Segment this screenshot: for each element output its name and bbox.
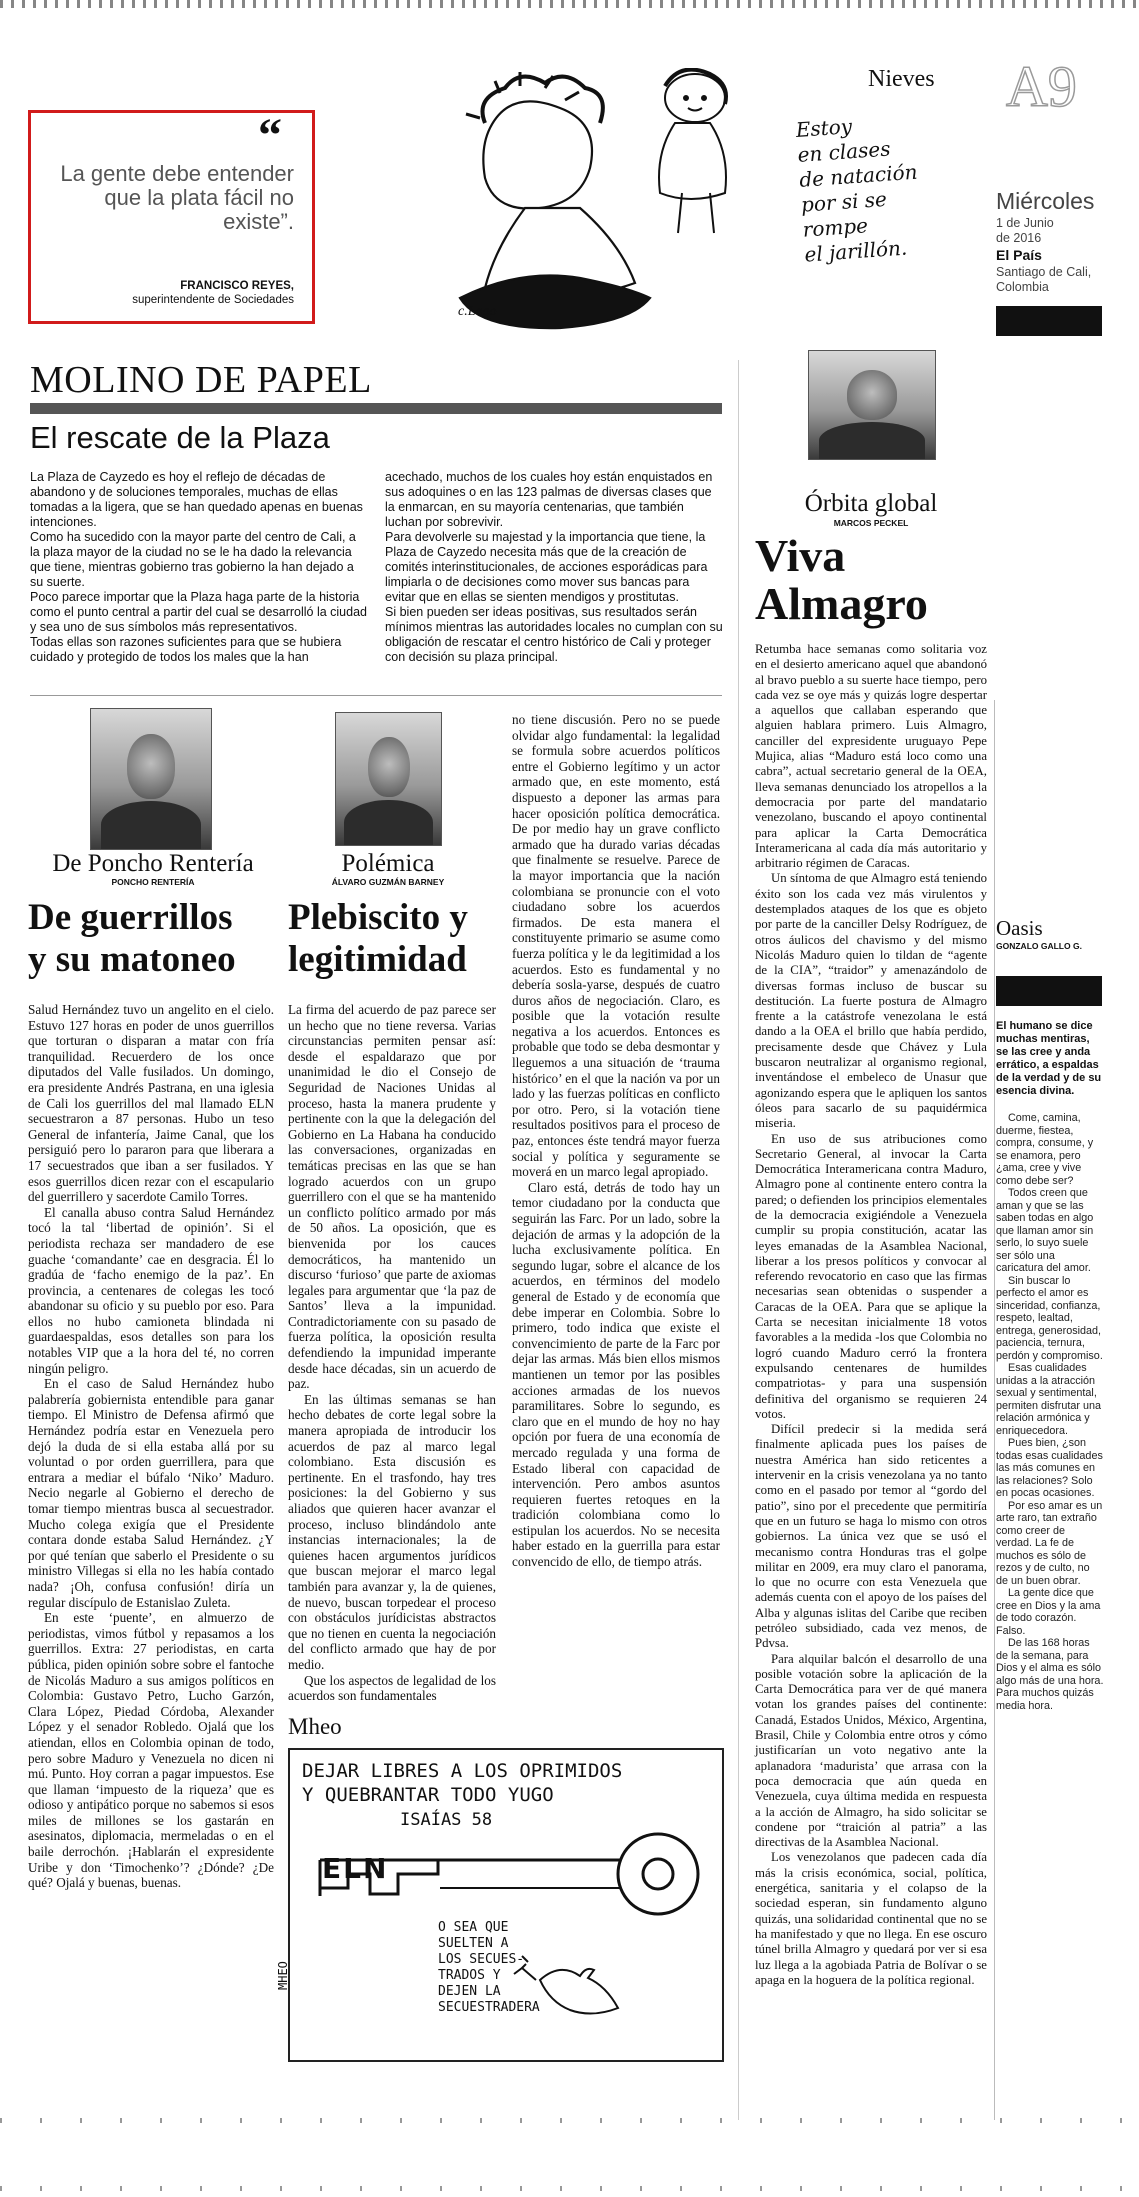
paper-name: El País	[996, 247, 1042, 263]
oasis-para: Esas cualidades unidas a la atracción sexual y sentimental, permiten disfrutar una relación armónica y enriquecedora.	[996, 1362, 1102, 1437]
polemica-para: La firma del acuerdo de paz parece ser un hecho que no tiene reversa. Varias circunstancias permiten pensar así: desde el espaldarazo que por unanimidad le dio el Consejo de Seguridad de Naciones Unidas al proceso, hasta la manera prudente y pertinente con la que la delegación del Gobierno en La Habana ha conducido las conversaciones, organizadas en temáticas precisas en las que se han logrado acuerdos con un grupo guerrillero con el que se ha mantenido un conflicto político armado por más de 50 años. La oposición, que es bienvenida por los cauces democráticos, ha mantenido un discurso ‘furioso’ que parte de axiomas legales para argumentar que ‘la paz de Santos’ lleva a la impunidad. Contradictoriamente con su pasado de fuerza política, la oposición resulta defendiendo la impunidad imperante desde hace décadas, sin un acuerdo de paz.	[288, 1002, 496, 1392]
quote-role: superintendente de Sociedades	[132, 294, 294, 306]
orbita-para: En uso de sus atribuciones como Secretario General, al invocar la Carta Democrática Interamericana contra Maduro, Almagro pone al continente entero contra la pared; o defienden los principios elementales de la democracia exigiéndole a Venezuela cumplir su propia constitución, acatar las leyes emanadas de la Asamblea Nacional, liberar a los presos políticos y convocar al referendo revocatorio en caso que las firmas necesarias sean obtenidas o suspender a Caracas de la OEA. Para que se aplique la Carta se necesitan inicialmente 18 votos favorables a la medida -los que Colombia no logró cuando Maduro cerró la frontera expulsando centenares de humildes compatriotas- y para una suspensión definitiva del organismo se requieren 24 votos.	[755, 1131, 987, 1421]
bubble-line: SUELTEN A	[438, 1936, 509, 1951]
oasis-para: La gente dice que cree en Dios y la ama de todo corazón. Falso.	[996, 1587, 1101, 1637]
mheo-line3: ISAÍAS 58	[400, 1810, 493, 1830]
oasis-para: Por eso amar es un arte raro, tan extraño como creer de verdad. La fe de muchos es sólo de rezos y de culto, no de un buen obrar.	[996, 1499, 1103, 1587]
city-line2: Colombia	[996, 280, 1049, 294]
renteria-para: En este ‘puente’, en almuerzo de periodistas, vimos fútbol y repasamos a los guerrillos. Extra: 27 periodistas, en carta pública, piden opinión sobre sobre el fantoche de Nicolás Maduro a sus amigos políticos en Colombia: Gustavo Petro, Lucho Garzón, Clara López, Piedad Córdoba, Alexander López y el senador Robledo. Ojalá que los atiendan, ellos en Colombia opinan de todo, pero sobre Maduro y Venezuela no dicen ni mú. Punto. Hoy corran a pagar impuestos. Ese que llaman ‘impuesto de la riqueza’ que es odioso y antipático porque no sabemos si esos miles de millones se los gastarán en asesinatos, diplomacia, mermeladas o en el baile derrochón. ¡Hablarán el expresidente Uribe y don ‘Timochenko’? ¿Dónde? ¿De qué? Ojalá y buenas, buenas.	[28, 1610, 274, 1891]
caption-line: por si se	[800, 186, 888, 217]
polemica-para: Que los aspectos de legalidad de los acuerdos son fundamentales	[288, 1672, 496, 1704]
molino-para: Para devolverle su majestad y la importancia que tiene, la Plaza de Cayzedo necesita más que de la creación de comités interinstitucionales, de acciones esporádicas para limpiarla o de decisiones como mover sus bancas para evitar que en ellas se sienten mendigos y prostitutas.	[385, 530, 708, 604]
orbita-author: MARCOS PECKEL	[833, 518, 909, 528]
top-scan-edge	[0, 0, 1139, 8]
polemica-col1	[288, 1002, 496, 1704]
bubble-line: SECUESTRADERA	[438, 2000, 540, 2015]
renteria-column-name: De Poncho Rentería	[52, 850, 254, 877]
orbita-para: Un síntoma de que Almagro está teniendo éxito son los cada vez más virulentos y destemplados ataques de los que es objeto por parte de la canciller Delsy Rodríguez, de otros áulicos del chavismo y del mismo Nicolás Maduro quien lo tildan de “agente de la CIA”, “traidor” y amenazándolo de diversas formas incluso de buscar su destitución. La fuerte postura de Almagro frente a la catástrofe venezolana le está dando a la OEA el brillo que había perdido, precisamente desde que Chávez y Lula buscaron neutralizar al organismo regional, inventándose el embeleco de Unasur que agonizando espera que le apliquen los santos óleos para sacarlo de su paquidérmica miseria.	[755, 871, 987, 1131]
molino-section-title: MOLINO DE PAPEL	[30, 359, 372, 401]
oasis-body	[996, 1112, 1104, 1712]
caption-line: de natación	[798, 159, 919, 192]
orbita-column-name: Órbita global	[804, 490, 938, 517]
orbita-para: Retumba hace semanas como solitaria voz en el desierto americano aquel que abandonó al bravo pueblo a su suerte hace tiempo, pero cada vez se oye más y quizás logre despertar a aquellos que callaban esperando que alguien hablara primero. Luis Almagro, canciller del expresidente uruguayo Pepe Mujica, alias “Maduro está loco como una cabra”, actual secretario general de la OEA, lleva semanas denunciado los atropellos a la democracia por parte del mandatario venezolano, buscando el apoyo continental para aplicar la Carta Democrática Interamericana al cada día más autoritario y arbitrario régimen de Caracas.	[755, 642, 987, 871]
molino-col2	[385, 470, 723, 665]
renteria-body	[28, 1002, 274, 1891]
orbita-headline-1: Viva	[755, 530, 846, 581]
mheo-key-text: ELN	[322, 1852, 389, 1885]
oasis-divider	[994, 700, 995, 2120]
orbita-para: Difícil predecir si la medida será finalmente aplicada pues los países de nuestra América han sido reticentes a intervenir en la crisis venezolana ya no tanto como en el pasado por temor al “gordo del patio”, sino por el precedente que permitiría que en un futuro se haga lo mismo con otros gobiernos. La única vez que se usó el mecanismo contra Honduras tras el golpe militar en 2009, era muy claro el panorama, lo que no ocurre con esta Venezuela que además cuenta con el apoyo de los países del Alba y algunas islitas del Caribe que reciben petróleo subsidiado, cada vez menos, de Pdvsa.	[755, 1422, 987, 1651]
oasis-para: De las 168 horas de la semana, para Dios y el alma es sólo algo más de una hora. Para muchos quizás media hora.	[996, 1637, 1104, 1712]
oasis-para: Todos creen que aman y que se las saben todas en algo que llaman amor sin serlo, lo suyo suele ser sólo una caricatura del amor.	[996, 1187, 1094, 1274]
bubble-line: LOS SECUES-	[438, 1952, 525, 1967]
renteria-para: Salud Hernández tuvo un angelito en el cielo. Estuvo 127 horas en poder de unos guerrillos que torturan o disparan a matar con fría tranquilidad. Recuerdero de los once diputados del Valle fusilados. Un domingo, era presidente Andrés Pastrana, en una iglesia de Cali los guerrillos del mal llamado ELN secuestraron a 87 personas. Hubo un teso General de infantería, Jaime Canal, que los persiguió pero lo pararon para que liberara a 17 secuestrados que iban a ser fusilados. Y esos guerrillos dicen rezar con el escapulario del guerrillero y sacerdote Camilo Torres.	[28, 1002, 274, 1205]
molino-para: La Plaza de Cayzedo es hoy el reflejo de décadas de abandono y de soluciones temporales, muchas de ellas tomadas a la ligera, que se han quedado apenas en buenas intenciones.	[30, 470, 363, 529]
oasis-para: Come, camina, duerme, fiestea, compra, consume, y se enamora, pero ¿ama, cree y vive como debe ser?	[996, 1112, 1094, 1187]
polemica-author: ÁLVARO GUZMÁN BARNEY	[331, 877, 445, 887]
orbita-para: Los venezolanos que padecen cada día más la crisis económica, social, política, energética, sanitaria y el colapso de la sociedad esperan, sin fundamento alguno quizás, una solidaridad continental que no se ha manifestado y que no llega. En ese oscuro túnel brilla Almagro y quedará por ver si esa luz llega a la agobiada Patria de Bolívar o se apaga en la hoguera de la política regional.	[755, 1850, 987, 1987]
orbita-headline-2: Almagro	[755, 578, 928, 629]
bottom-scan-edge	[0, 2118, 1139, 2123]
bubble-line: O SEA QUE	[438, 1920, 509, 1935]
molino-para: acechado, muchos de los cuales hoy están enquistados en sus adoquines o en las 123 palmas de diversas clases que la enmarcan, en su mayoría centenarias, que también luchan por sobrevivir.	[385, 470, 713, 529]
caption-line: el jarillón.	[803, 235, 908, 267]
caption-line: en clases	[796, 136, 892, 167]
quote-author: FRANCISCO REYES,	[180, 280, 294, 292]
mheo-line2: Y QUEBRANTAR TODO YUGO	[302, 1784, 554, 1806]
mheo-label: Mheo	[288, 1714, 342, 1739]
molino-para: Todas ellas son razones suficientes para que se hubiera cuidado y protegido de todos los males que la han	[30, 635, 342, 664]
caption-line: Estoy	[795, 114, 853, 142]
page-number: A9	[1006, 54, 1077, 119]
bottom-scan-edge-2	[0, 2186, 1139, 2191]
oasis-lead: El humano se dice muchas mentiras, se las cree y anda errático, a espaldas de la verdad y de su esencia divina.	[996, 1020, 1102, 1097]
oasis-author: GONZALO GALLO G.	[996, 941, 1082, 951]
orbita-para: Para alquilar balcón el desarrollo de una posible votación sobre la aplicación de la Carta Democrática para ver de qué manera votan los grandes países del continente: Canadá, Estados Unidos, México, Argentina, Brasil, Chile y Colombia entre otros y cómo justificarían un voto negativo ante la aplanadora ‘madurista’ que arrasa con la poca democracia que aún queda en Venezuela, cuya última medida en respuesta a la acción de Almagro, ha sido solicitar se condene por “traición al patria” a las directivas de la Asamblea Nacional.	[755, 1651, 987, 1850]
header-black-bar	[996, 306, 1102, 336]
molino-bar	[30, 403, 722, 414]
molino-bottom-rule	[30, 695, 722, 696]
section-name: Nieves	[868, 66, 935, 92]
poncho-renteria-photo	[90, 708, 212, 850]
marcos-peckel-photo	[808, 350, 936, 460]
polemica-headline-2: legitimidad	[288, 939, 467, 980]
mheo-signature: MHEO	[276, 1961, 290, 1990]
column-divider	[738, 360, 739, 2120]
oasis-para: Pues bien, ¿son todas esas cualidades las más comunes en las relaciones? Solo en pocas ocasiones.	[996, 1437, 1103, 1499]
renteria-para: En el caso de Salud Hernández hubo palabrería gobiernista entendible para ganar tiempo. El Ministro de Defensa afirmó que Hernández podría estar en Venezuela pero dejó la duda de si ella estaba allá por su voluntad o por orden guerrillera, para que entrara a mediar el búfalo ‘Niko’ Maduro. Necio negarle al Gobierno el derecho de tomar tiempo mientras busca al secuestrador. Mucho colega exigía que el Presidente contara donde estaba Salud Hernández. ¿Y por qué tenían que saberlo el Presidente o su ministro Villegas si ella no les había contado nada? ¡Oh, confusa confusión! diría un regular discípulo de Estanislao Zuleta.	[28, 1376, 274, 1610]
orbita-body	[755, 642, 987, 1988]
renteria-headline-1: De guerrillos	[28, 897, 233, 938]
top-cartoon	[420, 68, 800, 338]
renteria-para: El canalla abuso contra Salud Hernández tocó la tal ‘libertad de opinión’. Si el periodista rechaza ser mandadero de ese guache ‘comandante’ cae en desgracia. Él lo gradúa de ‘facho enemigo de la paz’. En provincia, a centenares de colegas les tocó abandonar su oficio y su pueblo por eso. Para ellos no hubo camioneta blindada ni guardaespaldas, esos detalles son para los notables VIP que a la hora del té, no corren ningún peligro.	[28, 1204, 274, 1376]
quote-text: La gente debe entender que la plata fácil no existe”.	[60, 161, 294, 234]
polemica-para: no tiene discusión. Pero no se puede olvidar algo fundamental: la legalidad se formula sobre acuerdos políticos entre el Gobierno legítimo y un actor armado que, en este momento, está dispuesto a deponer las armas para hacer oposición política democrática. De por medio hay un grave conflicto armado que ha durado varias décadas que finalmente se resuelve. Parece de la mayor importancia que la nación colombiana se pronuncie con el voto ciudadano sobre los acuerdos firmados. De esta manera el constituyente primario se asume como fuerza política y le da legitimidad a los acuerdos. Esto es fundamental y no debería sosla-yarse, después de cuatro duros años de negociación. Claro, es posible que la votación resulte negativa a los acuerdos. Entonces es probable que todo se deba desmontar y lleguemos a una situación de ‘trauma histórico’ en el que la nación va por un lado y las fuerzas políticas en conflicto por otro. Pero, si la votación tiene resultados positivos para el proceso de paz, entonces éste tendrá mayor fuerza social y política y seguramente se moverá en un marco legal apropiado.	[512, 712, 720, 1180]
caption-line: rompe	[801, 213, 869, 242]
cartoon-caption	[795, 108, 955, 268]
bubble-line: DEJEN LA	[438, 1984, 501, 1999]
date-line2: de 2016	[996, 231, 1042, 245]
cartoon-signature: c.Lago	[458, 304, 497, 319]
molino-para: Poco parece importar que la Plaza haga parte de la historia como el punto central a partir del cual se desarrolló la ciudad y sea uno de sus símbolos más representativos.	[30, 590, 367, 634]
date-line1: 1 de Junio	[996, 216, 1054, 230]
mheo-bubble	[438, 1920, 540, 2016]
quote-mark-icon: “	[258, 109, 282, 162]
oasis-column-name: Oasis	[996, 916, 1043, 940]
polemica-para: En las últimas semanas se han hecho debates de corte legal sobre la manera apropiada de introducir los acuerdos de paz al marco legal colombiano. Esta discusión es pertinente. En el trasfondo, hay tres posiciones: la del Gobierno y sus aliados que quieren hacer avanzar el proceso, incluso blindándolo ante instancias internacionales; la de quienes hacen argumentos jurídicos que buscan mejorar el marco legal también para avanzar y, la de quienes, de nuevo, buscan torpedear el proceso con obstáculos jurídicistas abstractos que no tienen en cuenta la negociación del conflicto armado que hay de por medio.	[288, 1391, 496, 1672]
alvaro-guzman-photo	[335, 712, 442, 846]
molino-headline: El rescate de la Plaza	[30, 420, 330, 455]
oasis-black-bar	[996, 976, 1102, 1006]
date-day: Miércoles	[996, 188, 1095, 214]
polemica-headline-1: Plebiscito y	[288, 897, 468, 938]
molino-col1	[30, 470, 368, 665]
bubble-line: TRADOS Y	[438, 1968, 501, 1983]
renteria-author: PONCHO RENTERÍA	[111, 877, 195, 887]
mheo-line1: DEJAR LIBRES A LOS OPRIMIDOS	[302, 1760, 623, 1782]
city-line1: Santiago de Cali,	[996, 265, 1092, 279]
molino-para: Si bien pueden ser ideas positivas, sus resultados serán mínimos mientras las autoridades locales no cumplan con su obligación de rescatar el centro histórico de Cali y proteger con decisión su plaza principal.	[385, 605, 723, 664]
polemica-para: Claro está, detrás de todo hay un temor ciudadano por la conducta que seguirán las Farc. Por un lado, sobre la dejación de armas y la adopción de la lucha exclusivamente política. En segundo lugar, sobre el alcance de los acuerdos, en términos del modelo general de Estado y de economía que debe imperar en Colombia. Sobre lo primero, todo indica que existe el convencimiento de parte de la Farc por dejar las armas. Más bien ellos mismos mantienen un temor por las posibles acciones armadas de los nuevos paramilitares. Sobre lo segundo, es claro que en el mundo de hoy no hay opción por fuera de una economía de mercado regulada y una forma de Estado liberal con capacidad de intervención. Pero ambos asuntos requieren fuertes retoques en la tradición colombiana como lo estipulan los acuerdos. No se necesita haber estado en la guerrilla para estar convencido de ello, de tiempo atrás.	[512, 1179, 720, 1570]
polemica-column-name: Polémica	[341, 850, 435, 877]
molino-para: Como ha sucedido con la mayor parte del centro de Cali, a la plaza mayor de la ciudad no se le ha dado la relevancia que tiene, mientras gobierno tras gobierno la han dejado a su suerte.	[30, 530, 356, 589]
oasis-para: Sin buscar lo perfecto el amor es sinceridad, confianza, respeto, lealtad, entrega, generosidad, paciencia, ternura, perdón y compromiso.	[996, 1274, 1103, 1362]
polemica-col2	[512, 712, 720, 1570]
renteria-headline-2: y su matoneo	[28, 939, 236, 980]
